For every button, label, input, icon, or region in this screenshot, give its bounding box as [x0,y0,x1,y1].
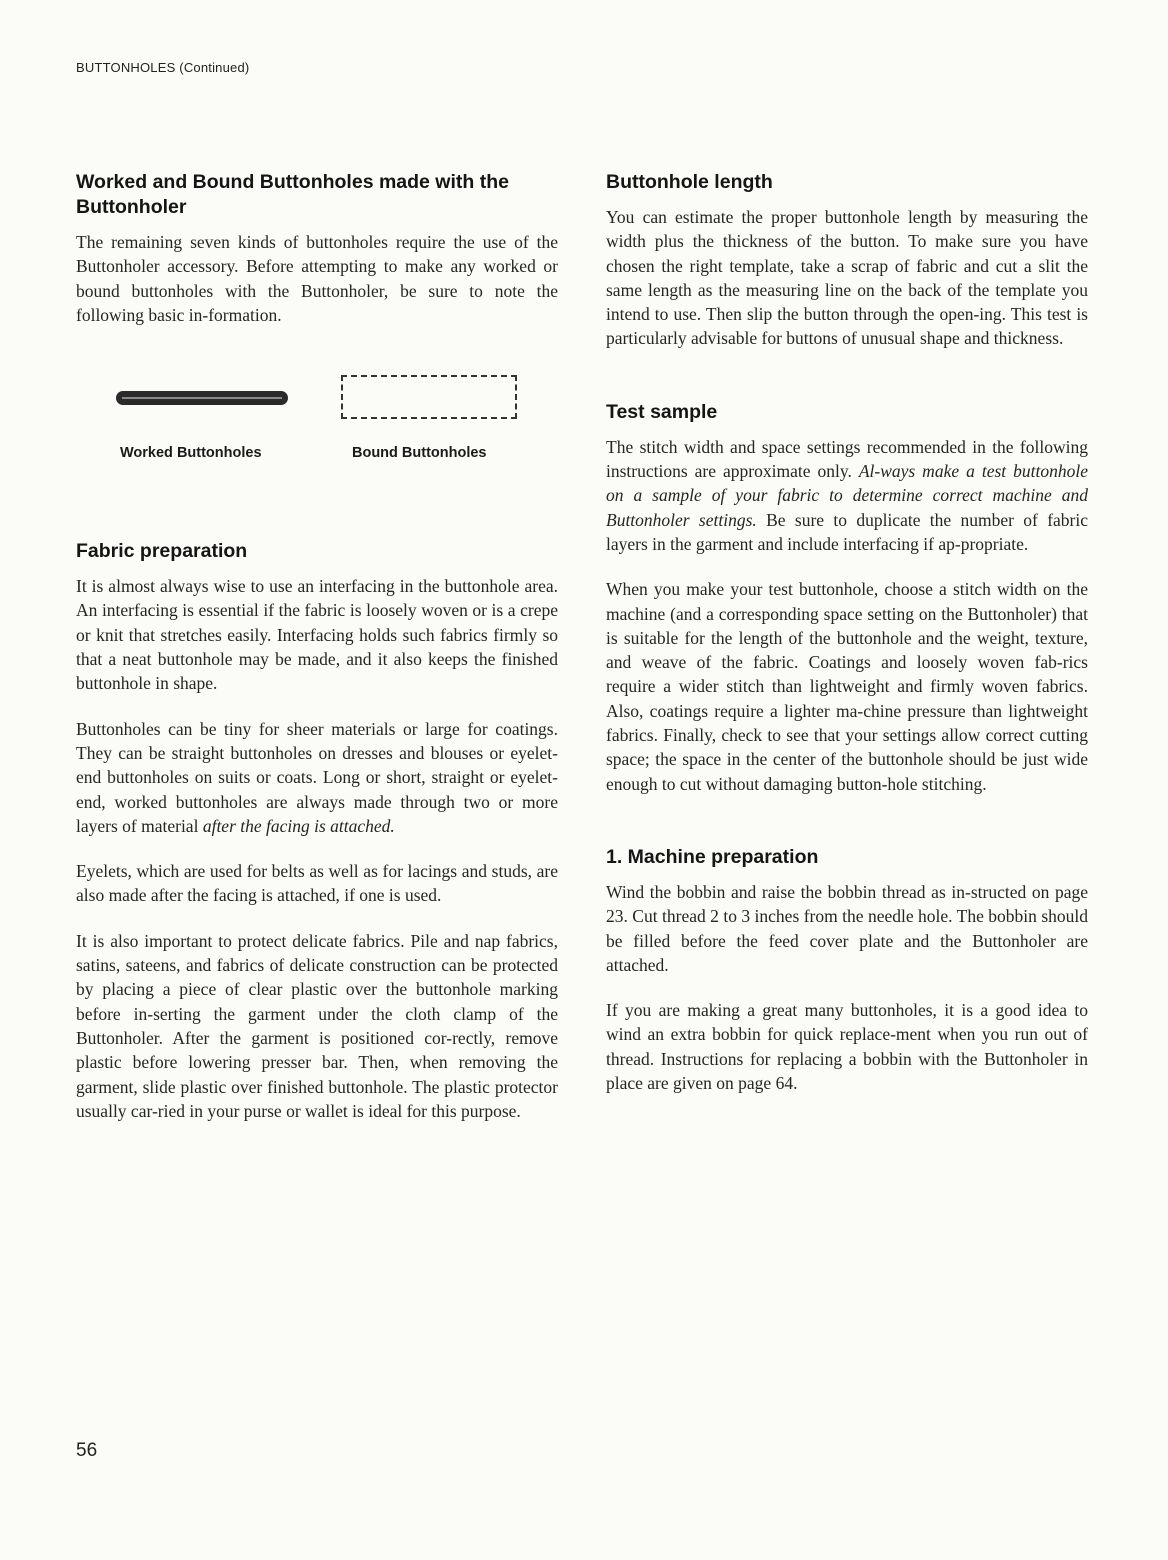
paragraph-text: The stitch width and space settings recommended in the following instructions are approximate only. [606,436,1088,482]
section-title-fabric-preparation: Fabric preparation [76,540,248,563]
paragraph: You can estimate the proper buttonhole length by measuring the width plus the thickness of the button. To make sure you have chosen the right template, take a scrap of fabric and cut a slit the same length as the measuring line on the back of the template you intend to use. Then slip the button through the open-ing. This test is particularly advisable for buttons of unusual shape and thickness. [606,207,1088,349]
paragraph: If you are making a great many buttonholes, it is a good idea to wind an extra bobbin for quick replace-ment when you run out of thread. Instructions for replacing a bobbin with the Buttonholer in place are given on page 64. [606,1000,1088,1094]
paragraph [76,717,558,838]
paragraph: The remaining seven kinds of buttonholes require the use of the Buttonholer accessory. Before attempting to make any worked or bound buttonholes with the Buttonholer, be sure to note the following basic in-formation. [76,232,558,325]
left-column [76,170,558,1144]
worked-buttonholes-caption: Worked Buttonholes [120,445,262,462]
section-title-buttonhole-length: Buttonhole length [606,171,773,193]
buttonhole-figure [76,361,558,471]
paragraph-text: Buttonholes can be tiny for sheer materials or large for coatings. They can be straight buttonholes on dresses and blouses or eyelet-end buttonholes on suits or coats. Long or short, straight or eyelet-end, worked buttonholes are always made through two or more layers of material [76,718,558,836]
section-title-worked-bound: Worked and Bound Buttonholes made with the Buttonholer [76,171,509,218]
paragraph: Wind the bobbin and raise the bobbin thread as in-structed on page 23. Cut thread 2 to 3 inches from the needle hole. The bobbin should be filled before the feed cover plate and the Buttonholer are attached. [606,881,1088,975]
paragraph: It is almost always wise to use an interfacing in the buttonhole area. An interfacing is essential if the fabric is loosely woven or is a crepe or knit that stretches easily. Interfacing holds such fabrics firmly so that a neat buttonhole may be made, and it also keeps the finished buttonhole in shape. [76,576,558,694]
italic-text: after the facing is attached. [202,815,395,836]
bound-buttonhole-illustration [341,375,517,419]
page-number: 56 [76,1440,98,1461]
running-head: BUTTONHOLES (Continued) [76,60,250,75]
section-title-machine-preparation: 1. Machine preparation [606,845,819,868]
paragraph: It is also important to protect delicate fabrics. Pile and nap fabrics, satins, sateens, and fabrics of delicate construction can be protected by placing a piece of clear plastic over the buttonhole marking before in-serting the garment under the cloth clamp of the Buttonholer. After the garment is positioned cor-rectly, remove plastic before lowering presser bar. Then, when removing the garment, slide plastic over finished buttonhole. The plastic protector usually car-ried in your purse or wallet is ideal for this purpose. [76,930,558,1121]
italic-text: Al-ways make a test buttonhole on a sample of your fabric to determine correct machine and Buttonholer settings. [606,461,1088,530]
paragraph: When you make your test buttonhole, choose a stitch width on the machine (and a corresponding space setting on the Buttonholer) that is suitable for the length of the buttonhole and the weight, texture, and weave of the fabric. Coatings and loosely woven fab-rics require a wider stitch than lightweight and firmly woven fabrics. Also, coatings require a lighter ma-chine pressure than lightweight fabrics. Finally, check to see that your settings allow correct cutting space; the space in the center of the buttonhole should be just wide enough to cut without damaging button-hole stitching. [606,579,1088,794]
section-title-test-sample: Test sample [606,400,718,423]
bound-buttonholes-caption: Bound Buttonholes [352,445,487,462]
paragraph-text: Be sure to duplicate the number of fabric layers in the garment and include interfacing if ap-propriate. [606,509,1089,554]
paragraph [606,435,1088,556]
paragraph: Eyelets, which are used for belts as well as for lacings and studs, are also made after the facing is attached, if one is used. [76,861,558,906]
worked-buttonhole-illustration [116,391,288,405]
right-column [606,170,1088,1116]
